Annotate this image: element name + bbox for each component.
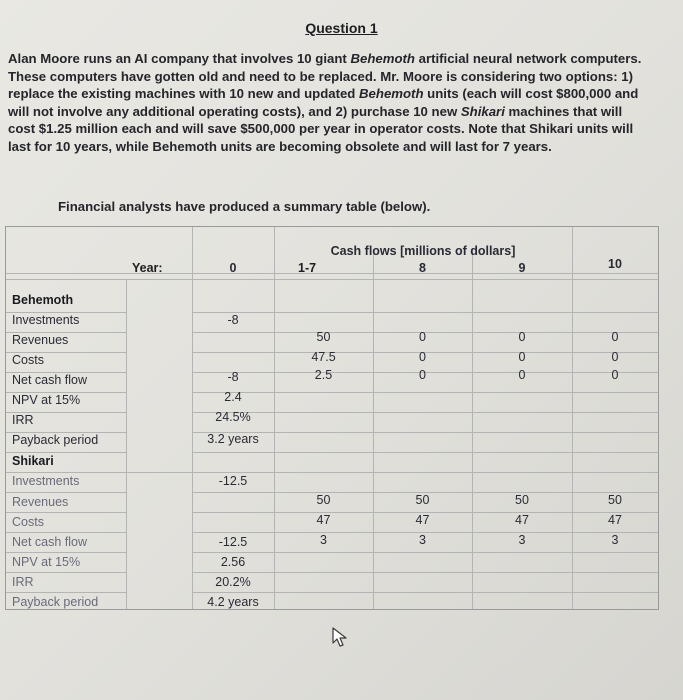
year-10-header: 10 — [608, 257, 622, 271]
shikari-revenues-y9: 50 — [515, 493, 529, 507]
behemoth-investments-label: Investments — [12, 313, 80, 327]
shikari-costs-y8: 47 — [415, 513, 430, 527]
behemoth-investments-y0: -8 — [227, 313, 239, 327]
summary-intro: Financial analysts have produced a summary table (below). — [58, 199, 431, 214]
shikari-investments-label: Investments — [12, 474, 80, 488]
statement-part-2: artificial neural network computers. These computers have gotten old and need to be replaced. Mr. Moore is considering two options: 1) replace the existing machines with 10 new and updated — [8, 51, 642, 102]
behemoth-net-cash-flow-label: Net cash flow — [12, 373, 88, 387]
behemoth-net-cash-flow-y1: 2.5 — [314, 368, 333, 382]
shikari-revenues-y10: 50 — [608, 493, 622, 507]
behemoth-costs-y1: 47.5 — [311, 350, 336, 364]
shikari-investments-y0: -12.5 — [218, 474, 248, 488]
shikari-revenues-y1: 50 — [316, 493, 331, 507]
shikari-net-cash-flow-y0: -12.5 — [218, 535, 248, 549]
behemoth-revenues-y8: 0 — [419, 330, 426, 344]
behemoth-net-cash-flow-y0: -8 — [227, 370, 239, 384]
year-9-header: 9 — [518, 261, 526, 275]
cash-flow-table — [5, 226, 659, 610]
behemoth-section-label: Behemoth — [12, 293, 74, 307]
shikari-costs-y9: 47 — [515, 513, 529, 527]
behemoth-net-cash-flow-y10: 0 — [611, 368, 619, 382]
statement-part-4: machines that will cost $1.25 million each and will save $500,000 per year in operator costs. Note that Shikari units will last for 10 years, while Behemoth units are becoming obsolete and will last for 7 years. — [8, 103, 634, 154]
shikari-irr-label: IRR — [12, 575, 34, 589]
behemoth-npv-label: NPV at 15% — [12, 393, 81, 407]
shikari-net-cash-flow-y10: 3 — [611, 533, 619, 547]
behemoth-revenues-y1: 50 — [316, 330, 331, 344]
shikari-npv-label: NPV at 15% — [12, 555, 81, 569]
statement-part-1: Alan Moore runs an AI company that involves 10 giant — [8, 51, 351, 66]
question-title: Question 1 — [305, 20, 378, 36]
behemoth-costs-y9: 0 — [518, 350, 526, 364]
shikari-term: Shikari — [460, 103, 505, 119]
behemoth-costs-y8: 0 — [419, 350, 426, 364]
shikari-costs-y1: 47 — [316, 513, 331, 527]
behemoth-net-cash-flow-y9: 0 — [518, 368, 526, 382]
behemoth-costs-y10: 0 — [611, 350, 619, 364]
shikari-payback-value: 4.2 years — [207, 595, 259, 609]
shikari-section-label: Shikari — [12, 454, 54, 468]
behemoth-term-1: Behemoth — [350, 51, 415, 66]
behemoth-payback-label: Payback period — [12, 433, 99, 447]
behemoth-npv-value: 2.4 — [224, 390, 242, 404]
statement-part-3: units (each will cost $800,000 and will not involve any additional operating costs), and 2) purchase 10 new — [8, 86, 639, 119]
behemoth-revenues-y10: 0 — [611, 330, 619, 344]
behemoth-irr-label: IRR — [12, 413, 34, 427]
shikari-net-cash-flow-label: Net cash flow — [12, 535, 88, 549]
shikari-costs-y10: 47 — [608, 513, 622, 527]
shikari-net-cash-flow-y1: 3 — [320, 533, 327, 547]
behemoth-revenues-y9: 0 — [518, 330, 526, 344]
year-0-header: 0 — [229, 261, 237, 275]
shikari-net-cash-flow-y8: 3 — [419, 533, 426, 547]
behemoth-net-cash-flow-y8: 0 — [419, 368, 426, 382]
shikari-revenues-label: Revenues — [12, 495, 69, 509]
year-1-7-header: 1-7 — [298, 261, 317, 275]
mouse-pointer-icon — [331, 626, 349, 648]
behemoth-irr-value: 24.5% — [215, 410, 251, 424]
behemoth-revenues-label: Revenues — [12, 333, 69, 347]
problem-statement — [8, 50, 648, 156]
behemoth-costs-label: Costs — [12, 353, 44, 367]
shikari-irr-value: 20.2% — [215, 575, 251, 589]
cash-flows-header: Cash flows [millions of dollars] — [330, 244, 516, 258]
behemoth-payback-value: 3.2 years — [207, 432, 259, 446]
shikari-net-cash-flow-y9: 3 — [518, 533, 526, 547]
year-8-header: 8 — [419, 261, 426, 275]
shikari-costs-label: Costs — [12, 515, 44, 529]
shikari-revenues-y8: 50 — [415, 493, 430, 507]
year-label: Year: — [132, 261, 163, 275]
shikari-npv-value: 2.56 — [220, 555, 246, 569]
behemoth-term-2: Behemoth — [359, 86, 424, 102]
shikari-payback-label: Payback period — [12, 595, 99, 609]
